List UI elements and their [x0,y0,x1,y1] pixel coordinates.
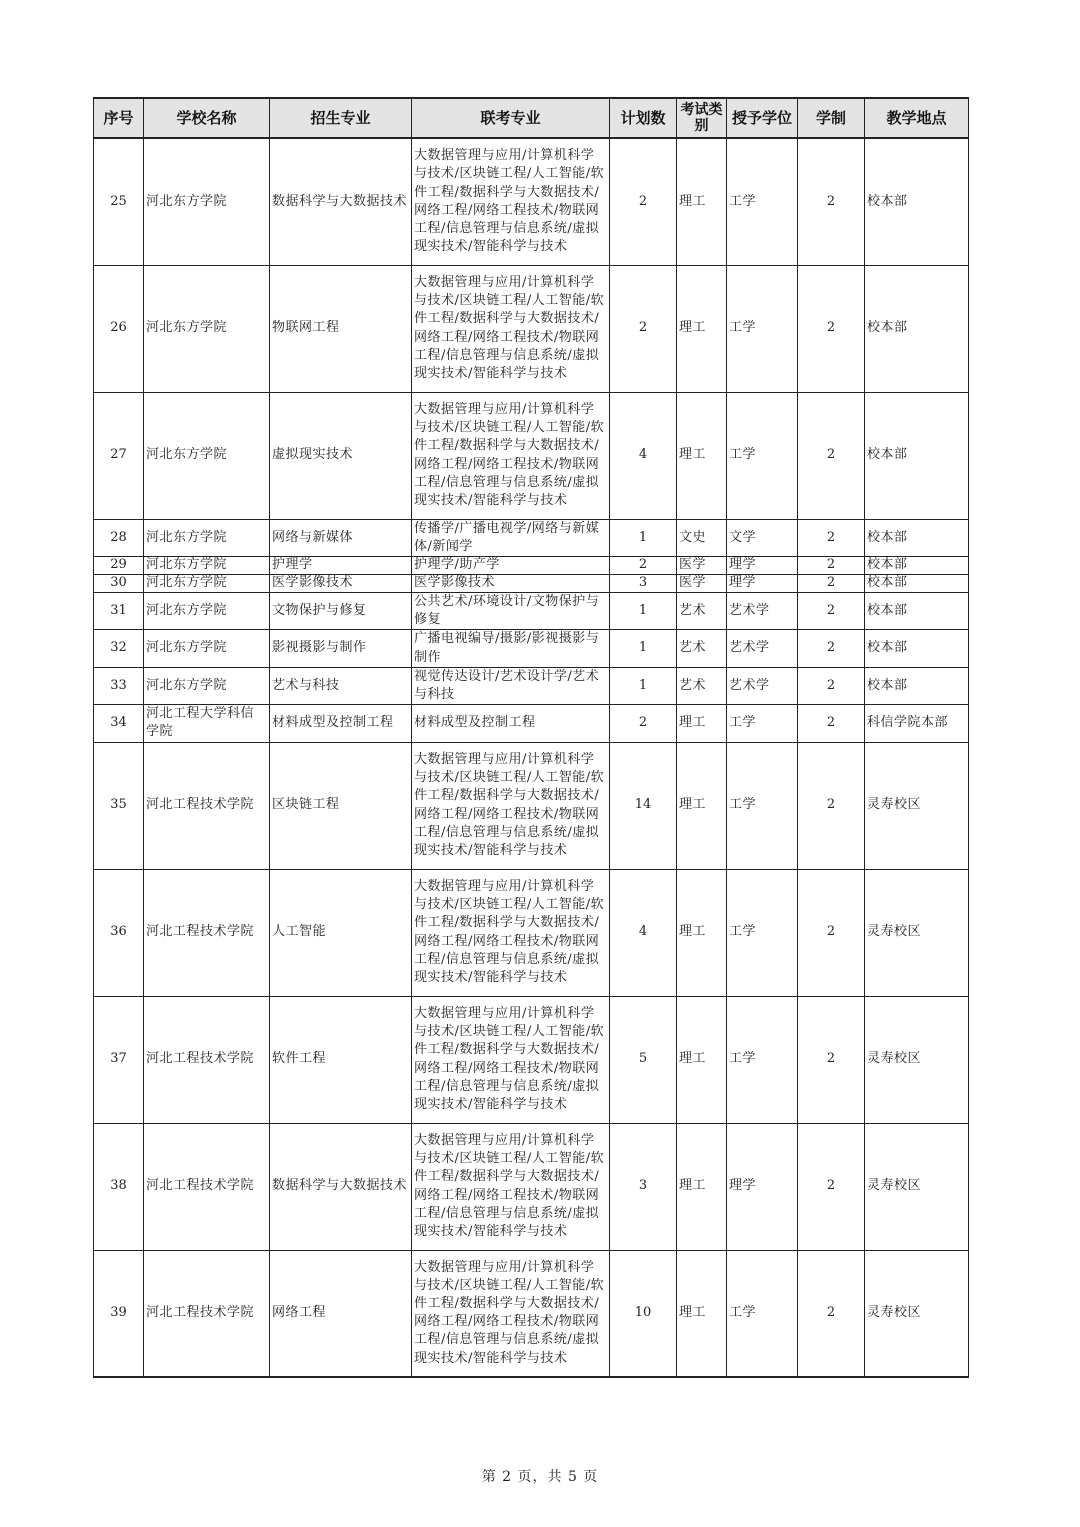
row-location: 校本部 [865,138,969,265]
row-major: 网络工程 [270,1250,412,1377]
header-school: 学校名称 [144,98,270,138]
row-school: 河北工程技术学院 [144,742,270,869]
row-seq: 32 [94,630,144,667]
row-seq: 29 [94,556,144,574]
header-duration: 学制 [798,98,865,138]
row-plan: 4 [610,869,677,996]
row-major: 护理学 [270,556,412,574]
row-school: 河北东方学院 [144,574,270,592]
row-degree: 工学 [727,742,798,869]
row-location: 校本部 [865,556,969,574]
row-exam-major: 大数据管理与应用/计算机科学与技术/区块链工程/人工智能/软件工程/数据科学与大数据技术/网络工程/网络工程技术/物联网工程/信息管理与信息系统/虚拟现实技术/智能科学与技术 [412,996,610,1123]
row-school: 河北东方学院 [144,592,270,629]
row-category: 理工 [677,705,727,742]
row-exam-major: 大数据管理与应用/计算机科学与技术/区块链工程/人工智能/软件工程/数据科学与大数据技术/网络工程/网络工程技术/物联网工程/信息管理与信息系统/虚拟现实技术/智能科学与技术 [412,1123,610,1250]
row-school: 河北工程技术学院 [144,1250,270,1377]
row-seq: 27 [94,392,144,519]
row-degree: 工学 [727,996,798,1123]
row-category: 艺术 [677,592,727,629]
row-plan: 2 [610,705,677,742]
table-row [94,574,969,592]
row-major: 艺术与科技 [270,667,412,704]
row-seq: 31 [94,592,144,629]
row-location: 灵寿校区 [865,1250,969,1377]
row-major: 医学影像技术 [270,574,412,592]
row-category: 理工 [677,996,727,1123]
row-plan: 1 [610,630,677,667]
table-body [94,138,969,1377]
row-category: 医学 [677,574,727,592]
row-seq: 28 [94,519,144,556]
row-major: 数据科学与大数据技术 [270,1123,412,1250]
row-major: 材料成型及控制工程 [270,705,412,742]
row-category: 理工 [677,742,727,869]
row-duration: 2 [798,630,865,667]
row-location: 灵寿校区 [865,869,969,996]
row-duration: 2 [798,996,865,1123]
row-location: 校本部 [865,265,969,392]
row-degree: 工学 [727,265,798,392]
row-category: 理工 [677,138,727,265]
row-exam-major: 大数据管理与应用/计算机科学与技术/区块链工程/人工智能/软件工程/数据科学与大数据技术/网络工程/网络工程技术/物联网工程/信息管理与信息系统/虚拟现实技术/智能科学与技术 [412,138,610,265]
table-row [94,556,969,574]
row-degree: 艺术学 [727,630,798,667]
row-plan: 3 [610,1123,677,1250]
row-plan: 2 [610,265,677,392]
row-exam-major: 广播电视编导/摄影/影视摄影与制作 [412,630,610,667]
row-exam-major: 大数据管理与应用/计算机科学与技术/区块链工程/人工智能/软件工程/数据科学与大数据技术/网络工程/网络工程技术/物联网工程/信息管理与信息系统/虚拟现实技术/智能科学与技术 [412,265,610,392]
row-exam-major: 传播学/广播电视学/网络与新媒体/新闻学 [412,519,610,556]
row-duration: 2 [798,574,865,592]
row-location: 校本部 [865,574,969,592]
row-seq: 33 [94,667,144,704]
row-major: 区块链工程 [270,742,412,869]
row-major: 文物保护与修复 [270,592,412,629]
row-seq: 38 [94,1123,144,1250]
row-exam-major: 医学影像技术 [412,574,610,592]
row-school: 河北东方学院 [144,392,270,519]
row-plan: 4 [610,392,677,519]
table-row [94,742,969,869]
row-duration: 2 [798,1250,865,1377]
table-row [94,630,969,667]
table-row [94,705,969,742]
row-plan: 2 [610,138,677,265]
row-school: 河北工程大学科信学院 [144,705,270,742]
row-exam-major: 护理学/助产学 [412,556,610,574]
row-exam-major: 大数据管理与应用/计算机科学与技术/区块链工程/人工智能/软件工程/数据科学与大数据技术/网络工程/网络工程技术/物联网工程/信息管理与信息系统/虚拟现实技术/智能科学与技术 [412,869,610,996]
table-row [94,996,969,1123]
header-location: 教学地点 [865,98,969,138]
row-duration: 2 [798,138,865,265]
row-degree: 文学 [727,519,798,556]
row-plan: 10 [610,1250,677,1377]
row-school: 河北东方学院 [144,519,270,556]
row-degree: 艺术学 [727,592,798,629]
row-major: 人工智能 [270,869,412,996]
row-school: 河北东方学院 [144,630,270,667]
row-degree: 工学 [727,392,798,519]
row-location: 科信学院本部 [865,705,969,742]
row-degree: 理学 [727,556,798,574]
header-category: 考试类别 [677,98,727,138]
row-exam-major: 大数据管理与应用/计算机科学与技术/区块链工程/人工智能/软件工程/数据科学与大数据技术/网络工程/网络工程技术/物联网工程/信息管理与信息系统/虚拟现实技术/智能科学与技术 [412,392,610,519]
row-seq: 34 [94,705,144,742]
row-plan: 2 [610,556,677,574]
row-duration: 2 [798,742,865,869]
row-exam-major: 公共艺术/环境设计/文物保护与修复 [412,592,610,629]
row-plan: 3 [610,574,677,592]
table-row [94,1123,969,1250]
header-major: 招生专业 [270,98,412,138]
row-category: 艺术 [677,667,727,704]
table-row [94,592,969,629]
row-degree: 艺术学 [727,667,798,704]
row-school: 河北东方学院 [144,265,270,392]
row-category: 理工 [677,265,727,392]
row-seq: 26 [94,265,144,392]
row-duration: 2 [798,592,865,629]
table-row [94,392,969,519]
row-seq: 25 [94,138,144,265]
row-exam-major: 大数据管理与应用/计算机科学与技术/区块链工程/人工智能/软件工程/数据科学与大数据技术/网络工程/网络工程技术/物联网工程/信息管理与信息系统/虚拟现实技术/智能科学与技术 [412,742,610,869]
row-seq: 37 [94,996,144,1123]
row-location: 灵寿校区 [865,742,969,869]
row-duration: 2 [798,667,865,704]
row-location: 校本部 [865,667,969,704]
row-seq: 39 [94,1250,144,1377]
admissions-table [93,97,969,1378]
header-seq: 序号 [94,98,144,138]
row-location: 校本部 [865,519,969,556]
row-major: 物联网工程 [270,265,412,392]
row-plan: 14 [610,742,677,869]
row-category: 文史 [677,519,727,556]
row-duration: 2 [798,556,865,574]
row-category: 理工 [677,869,727,996]
row-degree: 理学 [727,574,798,592]
table-row [94,869,969,996]
row-category: 医学 [677,556,727,574]
row-major: 网络与新媒体 [270,519,412,556]
row-seq: 30 [94,574,144,592]
row-category: 艺术 [677,630,727,667]
row-plan: 1 [610,667,677,704]
row-school: 河北工程技术学院 [144,996,270,1123]
row-major: 数据科学与大数据技术 [270,138,412,265]
table-row [94,265,969,392]
row-plan: 1 [610,592,677,629]
row-major: 影视摄影与制作 [270,630,412,667]
row-degree: 工学 [727,705,798,742]
header-degree: 授予学位 [727,98,798,138]
row-exam-major: 大数据管理与应用/计算机科学与技术/区块链工程/人工智能/软件工程/数据科学与大数据技术/网络工程/网络工程技术/物联网工程/信息管理与信息系统/虚拟现实技术/智能科学与技术 [412,1250,610,1377]
row-degree: 工学 [727,138,798,265]
row-location: 校本部 [865,592,969,629]
row-school: 河北东方学院 [144,556,270,574]
row-duration: 2 [798,1123,865,1250]
table-row [94,138,969,265]
table-row [94,1250,969,1377]
row-duration: 2 [798,869,865,996]
row-duration: 2 [798,519,865,556]
row-plan: 5 [610,996,677,1123]
row-degree: 工学 [727,869,798,996]
row-category: 理工 [677,1123,727,1250]
row-location: 校本部 [865,630,969,667]
row-major: 虚拟现实技术 [270,392,412,519]
row-plan: 1 [610,519,677,556]
row-school: 河北工程技术学院 [144,869,270,996]
row-school: 河北东方学院 [144,667,270,704]
table-row [94,667,969,704]
row-seq: 36 [94,869,144,996]
row-duration: 2 [798,392,865,519]
row-location: 灵寿校区 [865,1123,969,1250]
row-category: 理工 [677,392,727,519]
row-location: 灵寿校区 [865,996,969,1123]
page-footer: 第 2 页，共 5 页 [481,1469,599,1485]
row-school: 河北工程技术学院 [144,1123,270,1250]
row-degree: 工学 [727,1250,798,1377]
row-category: 理工 [677,1250,727,1377]
table-header-row [94,98,969,138]
row-duration: 2 [798,705,865,742]
row-location: 校本部 [865,392,969,519]
row-duration: 2 [798,265,865,392]
row-exam-major: 材料成型及控制工程 [412,705,610,742]
row-seq: 35 [94,742,144,869]
row-degree: 理学 [727,1123,798,1250]
row-major: 软件工程 [270,996,412,1123]
header-plan: 计划数 [610,98,677,138]
row-exam-major: 视觉传达设计/艺术设计学/艺术与科技 [412,667,610,704]
row-school: 河北东方学院 [144,138,270,265]
header-exam-major: 联考专业 [412,98,610,138]
table-row [94,519,969,556]
